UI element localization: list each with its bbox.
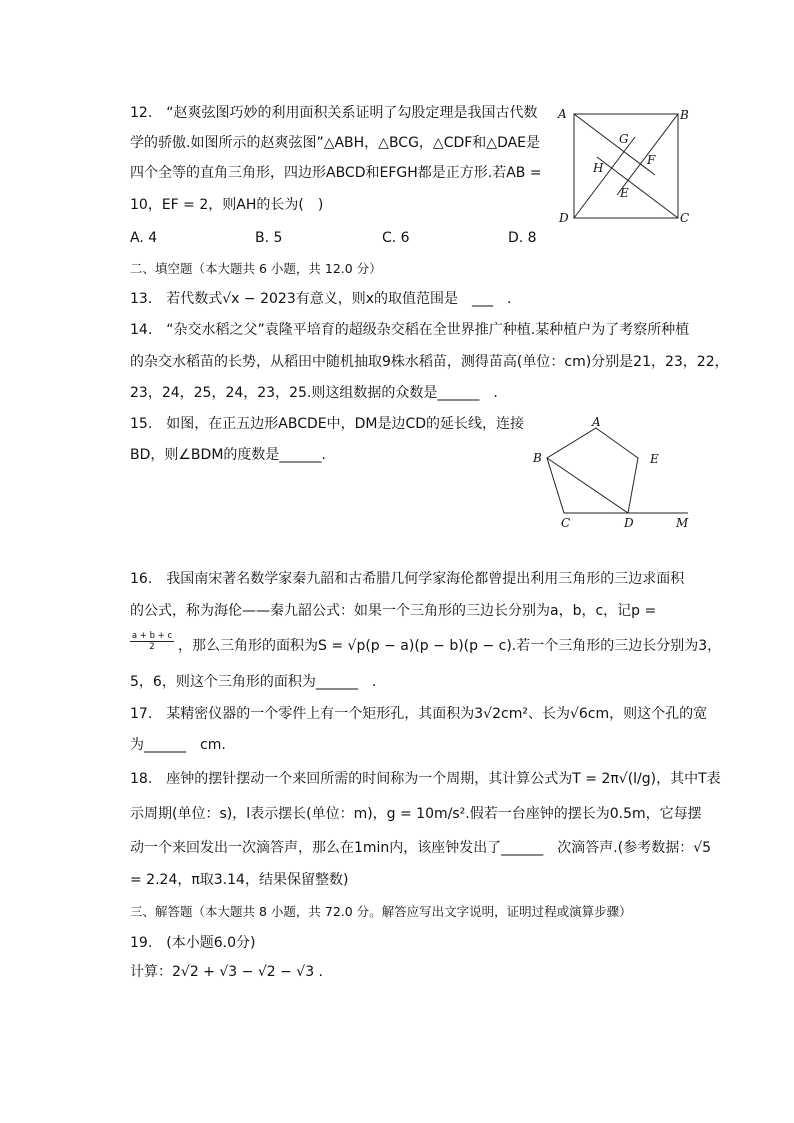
q16-fraction (130, 631, 174, 652)
q14-line3: 23，24，25，24，23，25.则这组数据的众数是______ . (130, 385, 498, 401)
section-answer-heading: 三、解答题（本大题共 8 小题，共 72.0 分。解答应写出文字说明，证明过程或演算步骤） (130, 904, 632, 919)
q15-line2: BD，则∠BDM的度数是______. (130, 447, 326, 463)
q18-line2: 示周期(单位：s)，l表示摆长(单位：m)，g = 10m/s².假若一台座钟的摆长为0.5m，它每摆 (130, 806, 702, 822)
q18-line4: = 2.24，π取3.14，结果保留整数) (130, 872, 349, 888)
label-b: B (680, 108, 689, 122)
q12-option-c: C. 6 (382, 230, 410, 246)
q14-line1: 14. “杂交水稻之父”袁隆平培育的超级杂交稻在全世界推广种植.某种植户为了考察所种植 (130, 322, 690, 338)
q16-line2: 的公式，称为海伦——秦九韶公式：如果一个三角形的三边长分别为a，b，c，记p = (130, 603, 657, 619)
q12-option-b: B. 5 (255, 230, 283, 246)
label-a: A (558, 107, 567, 121)
q12-line1: 12. “赵爽弦图巧妙的利用面积关系证明了勾股定理是我国古代数 (130, 105, 538, 121)
q13-text: 13. 若代数式√x − 2023有意义，则x的取值范围是 ___ . (130, 291, 512, 307)
label-c: C (561, 516, 571, 530)
label-d: D (624, 516, 634, 530)
q15-line1: 15. 如图，在正五边形ABCDE中，DM是边CD的延长线，连接 (130, 416, 525, 432)
q12-line2: 学的骄傲.如图所示的赵爽弦图”△ABH，△BCG，△CDF和△DAE是 (130, 135, 541, 151)
label-h: H (593, 161, 604, 175)
label-c: C (680, 211, 690, 225)
q16-line3: ，那么三角形的面积为S = √p(p − a)(p − b)(p − c).若一个三角形的三边长分别为3， (178, 638, 722, 654)
pentagon-diagram (528, 415, 708, 535)
label-e: E (650, 452, 659, 466)
q12-option-d: D. 8 (508, 230, 537, 246)
label-e: E (620, 186, 629, 200)
label-m: M (676, 516, 689, 530)
q12-line4: 10，EF = 2，则AH的长为( ) (130, 197, 324, 213)
q16-line4: 5，6，则这个三角形的面积为______ . (130, 674, 377, 690)
label-d: D (559, 211, 569, 225)
q14-line2: 的杂交水稻苗的长势，从稻田中随机抽取9株水稻苗，测得苗高(单位：cm)分别是21，23，22， (130, 354, 729, 370)
label-g: G (619, 132, 629, 146)
q18-line3: 动一个来回发出一次滴答声，那么在1min内，该座钟发出了______ 次滴答声.(参考数据：√5 (130, 840, 712, 856)
q16-fraction-numerator: a + b + c (131, 631, 173, 641)
zhao-shuang-diagram (556, 104, 696, 229)
q19-header: 19. (本小题6.0分) (130, 935, 256, 951)
q18-line1: 18. 座钟的摆针摆动一个来回所需的时间称为一个周期，其计算公式为T = 2π√(l/g)，其中T表 (130, 771, 721, 787)
q17-line2: 为______ cm. (130, 737, 226, 753)
q16-fraction-denominator: 2 (149, 642, 155, 652)
q17-line1: 17. 某精密仪器的一个零件上有一个矩形孔，其面积为3√2cm²、长为√6cm，则这个孔的宽 (130, 706, 708, 722)
q12-option-a: A. 4 (130, 230, 158, 246)
q12-line3: 四个全等的直角三角形，四边形ABCD和EFGH都是正方形.若AB = (130, 165, 542, 181)
label-f: F (647, 153, 656, 167)
q19-text: 计算：2√2 + √3 − √2 − √3 . (130, 964, 324, 980)
label-b: B (533, 451, 542, 465)
section-fill-in-blank-heading: 二、填空题（本大题共 6 小题，共 12.0 分） (130, 261, 382, 276)
q16-line1: 16. 我国南宋著名数学家秦九韶和古希腊几何学家海伦都曾提出利用三角形的三边求面积 (130, 571, 685, 587)
label-a: A (592, 415, 601, 429)
